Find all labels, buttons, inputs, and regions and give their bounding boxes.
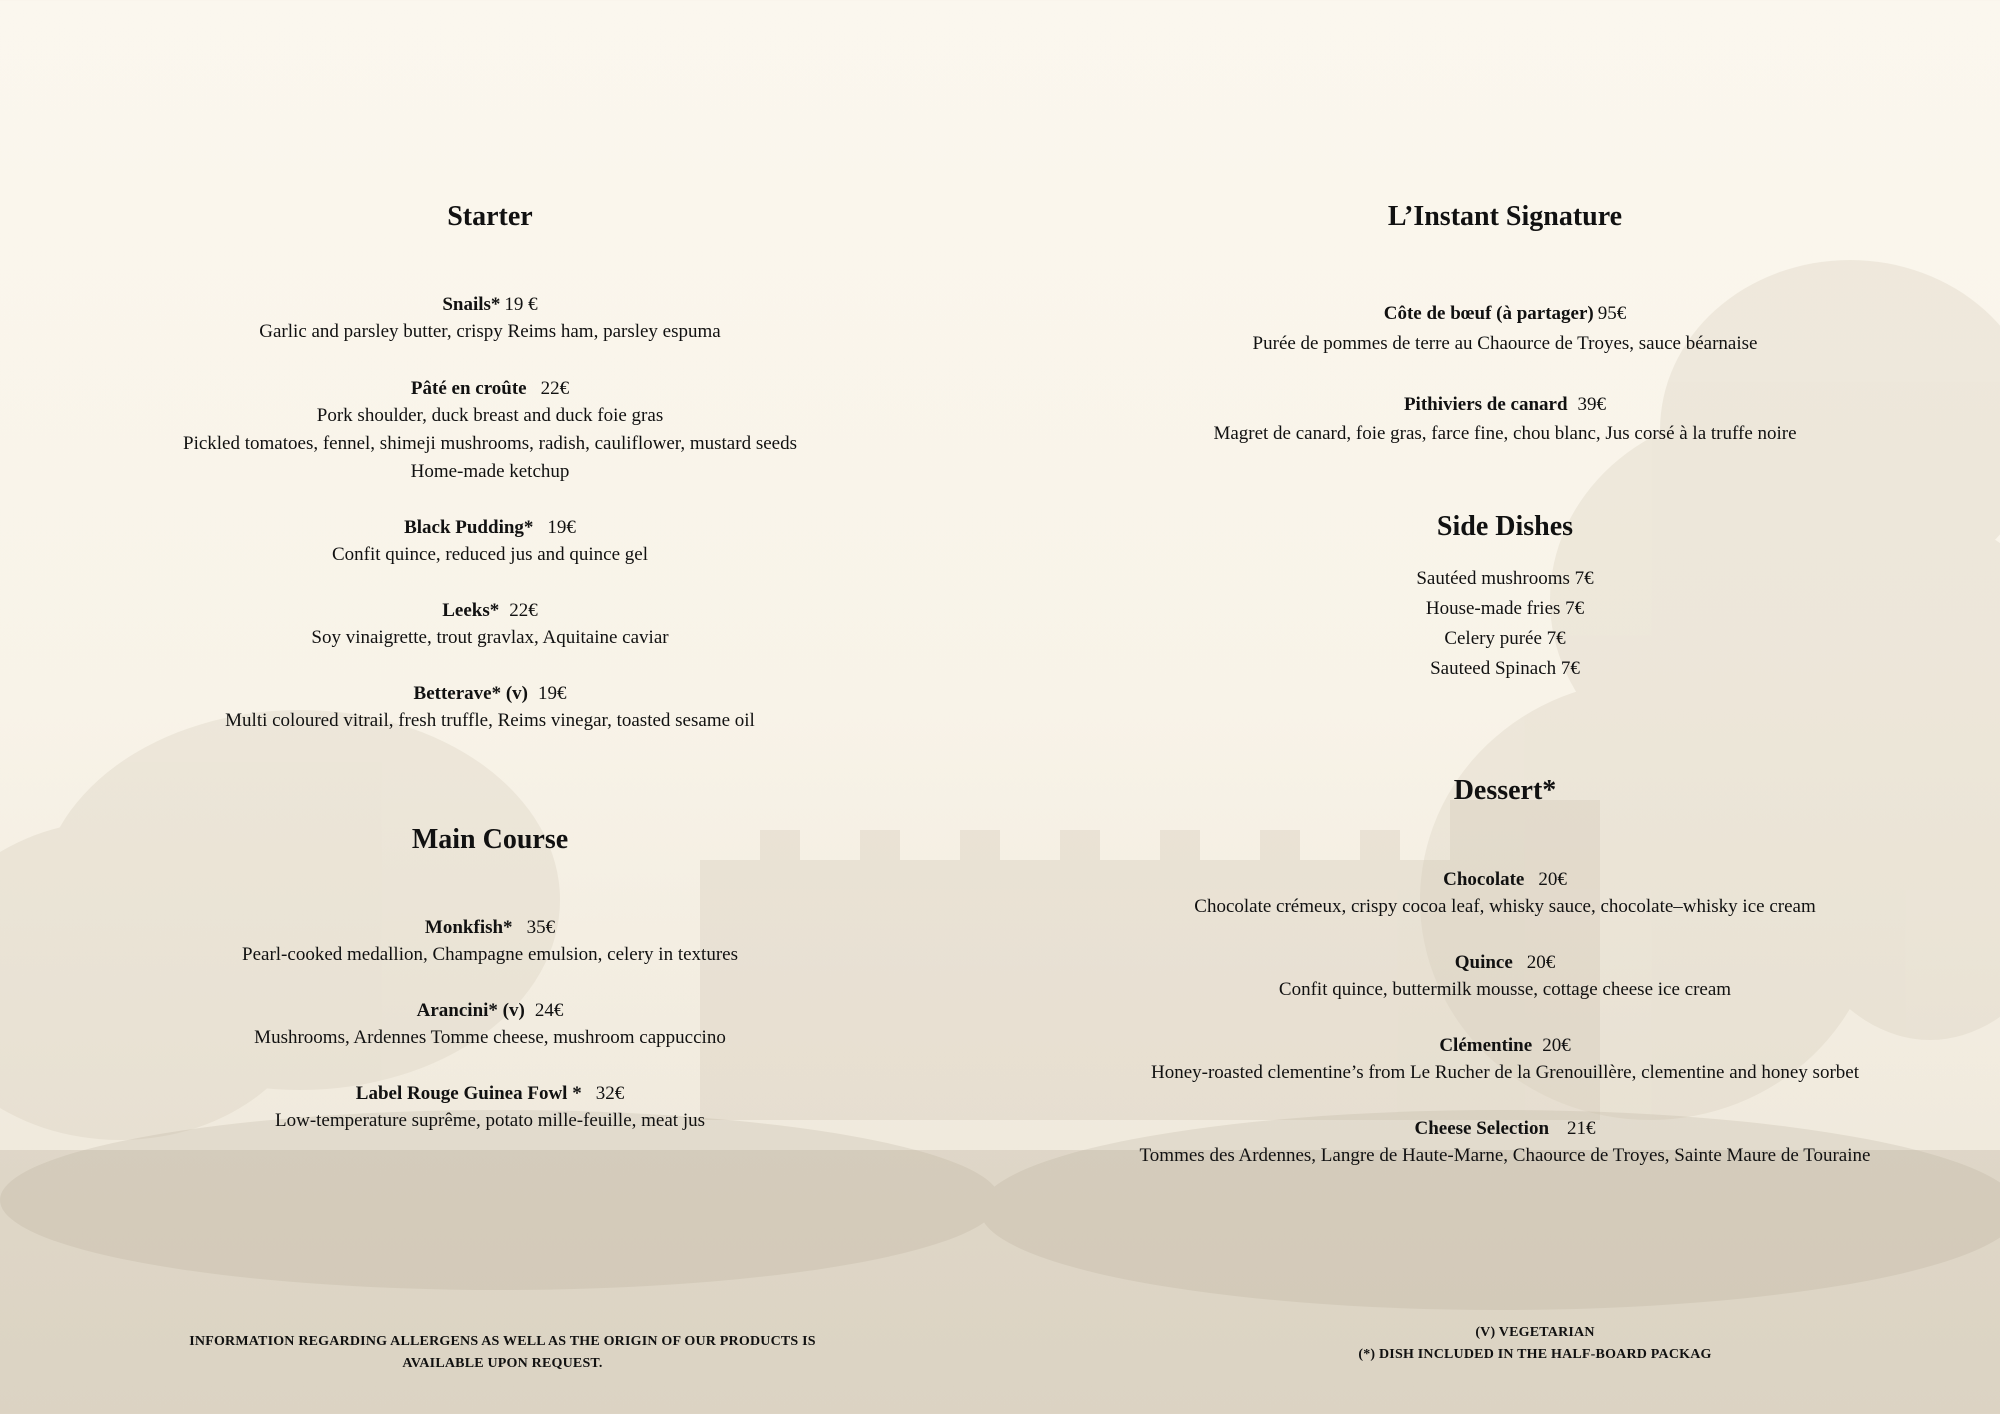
item-price: 22€ [540,378,570,399]
side-dishes-heading: Side Dishes [1436,511,1574,542]
allergen-notice [120,1331,885,1375]
item-price: 35€ [526,917,556,938]
menu-item-betterave [90,681,890,735]
menu-item-quince [1000,950,2000,1004]
menu-item-clementine [1000,1033,2000,1087]
item-name: Black Pudding* [404,517,534,538]
item-description: Honey-roasted clementine’s from Le Rucher de la Grenouillère, clementine and honey sorbet [1150,1062,1859,1083]
side-dish-item: Celery purée 7€ [1444,628,1566,649]
item-description: Purée de pommes de terre au Chaource de Troyes, sauce béarnaise [1252,333,1758,354]
item-price: 19€ [537,683,567,704]
side-dish-item: Sauteed Spinach 7€ [1430,658,1580,679]
item-price: 19 € [504,294,538,315]
menu-item-black-pudding [90,515,890,569]
item-name: Clémentine [1439,1035,1533,1056]
legend-vegetarian: (V) VEGETARIAN [1475,1325,1595,1340]
starter-heading: Starter [447,201,533,232]
item-description: Pearl-cooked medallion, Champagne emulsion, celery in textures [242,944,738,965]
dietary-legend [1235,1322,1835,1366]
item-price: 21€ [1567,1118,1596,1139]
allergen-notice-line: AVAILABLE UPON REQUEST. [402,1356,603,1371]
allergen-notice-line: INFORMATION REGARDING ALLERGENS AS WELL AS THE ORIGIN OF OUR PRODUCTS IS [189,1334,816,1349]
item-description: Soy vinaigrette, trout gravlax, Aquitaine caviar [311,627,669,648]
item-name: Betterave* (v) [413,683,528,704]
main-course-heading: Main Course [411,824,569,855]
item-price: 22€ [509,600,538,621]
item-description: Chocolate crémeux, crispy cocoa leaf, whisky sauce, chocolate–whisky ice cream [1194,896,1816,917]
item-name: Pâté en croûte [410,378,527,399]
signature-heading: L’Instant Signature [1387,201,1623,232]
menu-item-cheese-selection [1000,1116,2000,1170]
item-name: Pithiviers de canard [1403,394,1568,415]
item-description: Home-made ketchup [410,461,570,482]
item-price: 95€ [1597,303,1627,324]
menu-item-arancini [90,998,890,1052]
item-price: 24€ [534,1000,564,1021]
item-name: Cheese Selection [1414,1118,1550,1139]
item-description: Low-temperature suprême, potato mille-feuille, meat jus [275,1110,705,1131]
item-description: Magret de canard, foie gras, farce fine, chou blanc, Jus corsé à la truffe noire [1213,423,1797,444]
item-price: 20€ [1538,869,1567,890]
menu-item-cote-de-boeuf [1000,301,2000,361]
item-price: 32€ [595,1083,625,1104]
menu-item-pithiviers [1000,392,2000,450]
menu-item-leeks [90,598,890,652]
item-description: Garlic and parsley butter, crispy Reims ham, parsley espuma [259,321,721,342]
item-name: Arancini* (v) [416,1000,525,1021]
item-name: Leeks* [442,600,500,621]
item-price: 20€ [1526,952,1556,973]
menu-item-monkfish [90,915,890,969]
dessert-heading: Dessert* [1453,775,1557,806]
legend-half-board: (*) DISH INCLUDED IN THE HALF-BOARD PACKAG [1358,1347,1712,1362]
item-name: Quince [1454,952,1513,973]
menu-item-guinea-fowl [90,1081,890,1135]
item-description: Confit quince, buttermilk mousse, cottage cheese ice cream [1278,979,1732,1000]
item-name: Label Rouge Guinea Fowl * [355,1083,582,1104]
item-price: 19€ [547,517,576,538]
item-name: Snails* [442,294,501,315]
item-name: Côte de bœuf (à partager) [1383,303,1594,324]
item-description: Mushrooms, Ardennes Tomme cheese, mushroom cappuccino [254,1027,726,1048]
menu-item-pate-en-croute [90,376,890,486]
item-price: 39€ [1577,394,1607,415]
item-description: Pork shoulder, duck breast and duck foie gras [316,405,664,426]
item-name: Chocolate [1443,869,1525,890]
side-dish-item: Sautéed mushrooms 7€ [1416,568,1594,589]
item-description: Pickled tomatoes, fennel, shimeji mushrooms, radish, cauliflower, mustard seeds [183,433,797,454]
item-description: Multi coloured vitrail, fresh truffle, Reims vinegar, toasted sesame oil [225,710,755,731]
item-price: 20€ [1542,1035,1571,1056]
menu-item-chocolate [1000,867,2000,921]
menu-item-snails [90,292,890,346]
item-description: Tommes des Ardennes, Langre de Haute-Marne, Chaource de Troyes, Sainte Maure de Touraine [1139,1145,1871,1166]
side-dish-item: House-made fries 7€ [1425,598,1585,619]
item-name: Monkfish* [424,917,513,938]
item-description: Confit quince, reduced jus and quince gel [331,544,649,565]
side-dishes-list [1000,564,2000,684]
